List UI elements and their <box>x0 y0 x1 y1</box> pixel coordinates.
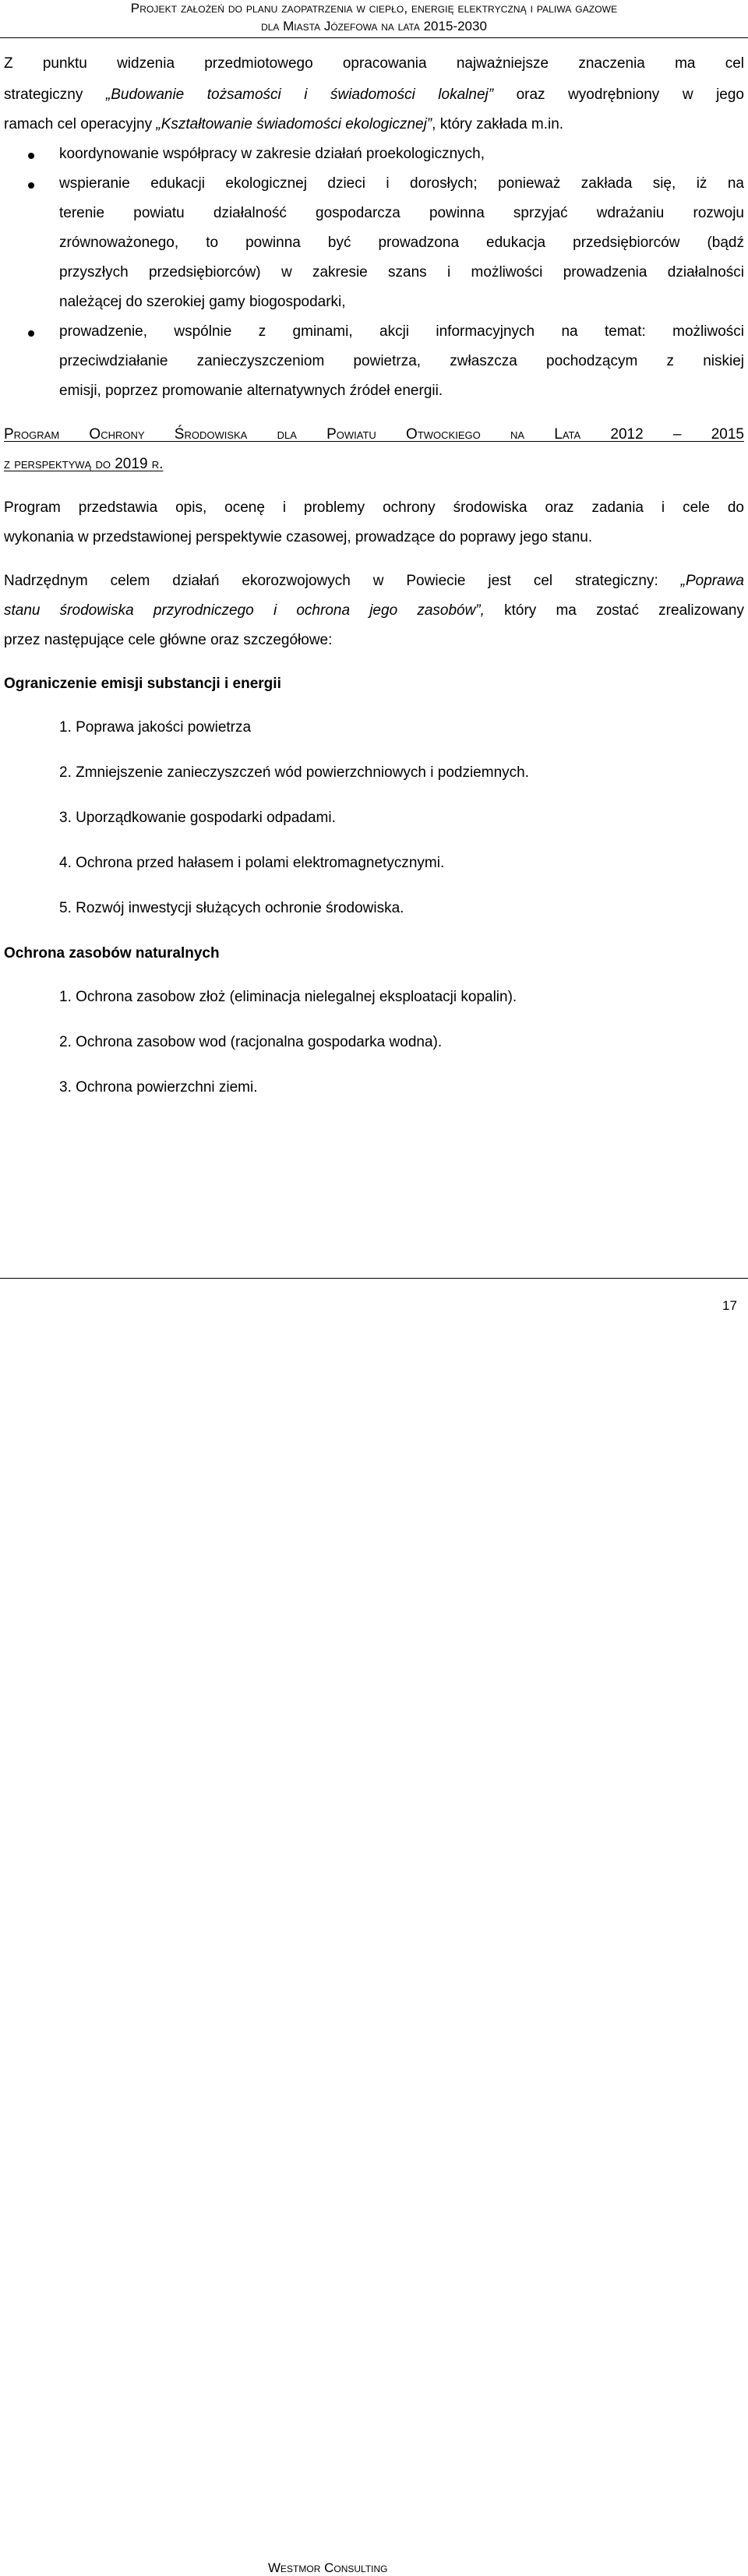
intro-text: oraz wyodrębniony w jego <box>493 86 744 103</box>
bullet-dot <box>28 153 34 159</box>
bullet-dot <box>28 330 34 337</box>
section-heading: Program Ochrony Środowiska dla Powiatu Otwockiego na Lata 2012 – 2015 <box>4 426 744 443</box>
bullet-item-cont: emisji, poprzez promowanie alternatywnych źródeł energii. <box>59 383 443 399</box>
list-item: 3. Ochrona powierzchni ziemi. <box>59 1079 258 1096</box>
intro-line-3 <box>4 115 744 134</box>
program-para-2 <box>4 572 744 591</box>
header-rule <box>0 37 748 38</box>
list-item: 2. Zmniejszenie zanieczyszczeń wód powierzchniowych i podziemnych. <box>59 764 529 781</box>
bullet-item-cont: przyszłych przedsiębiorców) w zakresie szans i możliwości prowadzenia działalności <box>59 264 744 281</box>
strategic-goal: stanu środowiska przyrodniczego i ochrona jego zasobów”, <box>4 602 485 619</box>
footer-company: Westmor Consulting <box>268 2560 388 2575</box>
list-item: 1. Ochrona zasobow złoż (eliminacja nielegalnej eksploatacji kopalin). <box>59 989 517 1005</box>
bullet-item-cont: należącej do szerokiej gamy biogospodarki, <box>59 294 346 310</box>
list-item: 4. Ochrona przed hałasem i polami elektromagnetycznymi. <box>59 855 445 871</box>
para-text: Nadrzędnym celem działań ekorozwojowych w Powiecie jest cel strategiczny: <box>4 573 681 589</box>
bullet-item: prowadzenie, wspólnie z gminami, akcji informacyjnych na temat: możliwości <box>59 323 744 340</box>
list-item: 2. Ochrona zasobow wod (racjonalna gospodarka wodna). <box>59 1034 443 1050</box>
page-number: 17 <box>722 1298 737 1313</box>
intro-text: strategiczny <box>4 86 106 103</box>
header-subtitle: dla Miasta Józefowa na lata 2015-2030 <box>261 19 487 34</box>
operational-goal: „Kształtowanie świadomości ekologicznej” <box>156 116 432 132</box>
list-item: 3. Uporządkowanie gospodarki odpadami. <box>59 810 336 826</box>
footer-rule <box>0 1278 748 1279</box>
header-title: Projekt założeń do planu zaopatrzenia w ciepło, energię elektryczną i paliwa gazowe <box>130 1 618 16</box>
page-footer <box>0 1262 748 2575</box>
strategic-goal: „Poprawa <box>680 573 744 589</box>
list-item: 1. Poprawa jakości powietrza <box>59 719 252 736</box>
page-header <box>0 0 748 37</box>
bullet-dot <box>28 182 34 189</box>
strategic-goal: „Budowanie tożsamości i świadomości lokalnej” <box>105 86 494 103</box>
bullet-item-cont: przeciwdziałanie zanieczyszczeniom powietrza, zwłaszcza pochodzącym z niskiej <box>59 353 744 369</box>
bullet-item: wspieranie edukacji ekologicznej dzieci i dorosłych; ponieważ zakłada się, iż na <box>59 175 744 192</box>
bullet-item-cont: zrównoważonego, to powinna być prowadzona edukacja przedsiębiorców (bądź <box>59 235 744 251</box>
bullet-item: koordynowanie współpracy w zakresie działań proekologicznych, <box>59 146 485 162</box>
group-title: Ograniczenie emisji substancji i energii <box>4 676 281 692</box>
program-para-1-cont: wykonania w przedstawionej perspektywie czasowej, prowadzące do poprawy jego stanu. <box>4 529 593 545</box>
list-item: 5. Rozwój inwestycji służących ochronie środowiska. <box>59 900 404 916</box>
intro-text: ramach cel operacyjny <box>4 116 157 132</box>
intro-line-1: Z punktu widzenia przedmiotowego opracowania najważniejsze znaczenia ma cel <box>4 55 744 72</box>
program-para-1: Program przedstawia opis, ocenę i problemy ochrony środowiska oraz zadania i cele do <box>4 499 744 516</box>
program-para-2-cont: przez następujące cele główne oraz szczegółowe: <box>4 632 333 648</box>
bullet-item-cont: terenie powiatu działalność gospodarcza powinna sprzyjać wdrażaniu rozwoju <box>59 205 744 221</box>
group-title: Ochrona zasobów naturalnych <box>4 945 220 962</box>
program-para-2-cont <box>4 602 744 620</box>
intro-text: , który zakłada m.in. <box>432 116 564 132</box>
section-heading-cont: z perspektywą do 2019 r. <box>4 456 164 472</box>
intro-line-2 <box>4 86 744 104</box>
para-text: który ma zostać zrealizowany <box>484 602 744 619</box>
